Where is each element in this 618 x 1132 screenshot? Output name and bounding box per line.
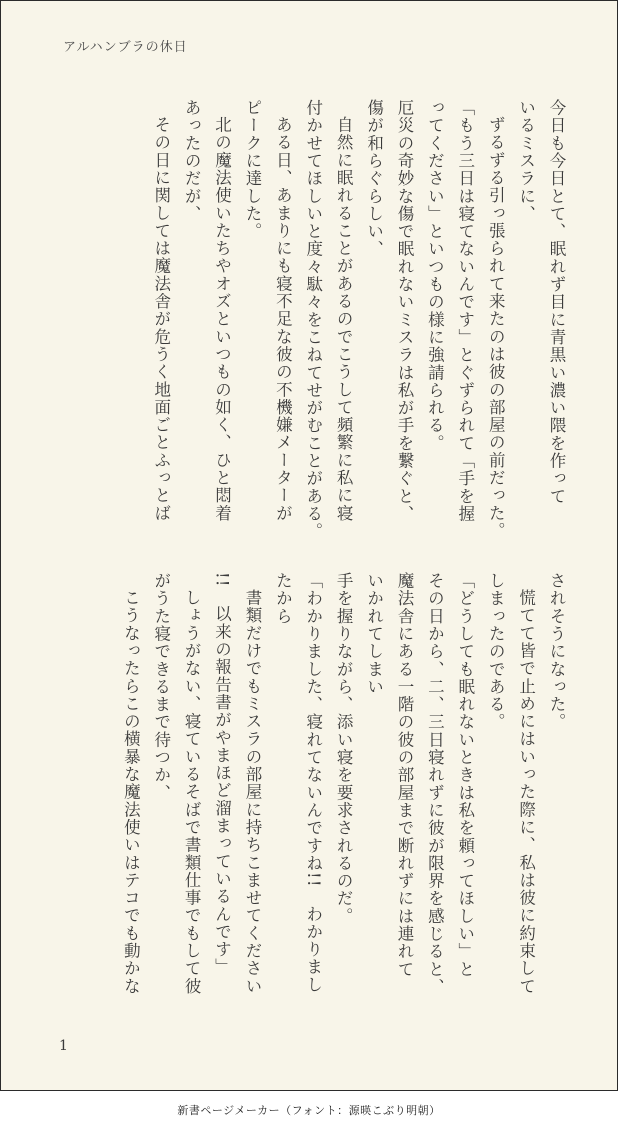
page-number: 1: [59, 1038, 68, 1054]
text-block-lower: [115, 572, 571, 1002]
text-line: !! 以来の報告書がやまほど溜まっているんです」: [212, 572, 232, 976]
page-header-title: アルハンブラの休日: [63, 40, 188, 55]
text-line: 「どうしても眠れないときは私を頼ってほしい」と: [455, 572, 475, 978]
text-line: 「わかりました、寝れてないんですね!! わかりまし: [303, 572, 323, 994]
text-line: 「もう三日は寝てないんです」とぐずられて「手を握: [455, 99, 475, 523]
text-line: いるミスラに、: [516, 99, 536, 223]
text-line: 北の魔法使いたちやオズといつもの如く、ひと悶着: [212, 115, 232, 522]
text-line: されそうになった。: [547, 572, 566, 731]
text-line: 今日も今日とて、眠れず目に青黒い濃い隈を作って: [547, 99, 566, 505]
text-line: 書類だけでもミスラの部屋に持ちこませてください: [242, 588, 262, 995]
text-line: 慌てて皆で止めにはいった際に、私は彼に約束して: [516, 588, 536, 995]
text-line: 魔法舎にある一階の彼の部屋まで断れずには連れて: [394, 572, 414, 978]
text-line: ってください」といつもの様に強請られる。: [425, 99, 445, 452]
text-line: 付かせてほしいと度々駄々をこねてせがむことがある。: [303, 99, 323, 541]
text-line: 手を握りながら、添い寝を要求されるのだ。: [334, 572, 354, 925]
text-line: その日に関しては魔法舎が危うく地面ごとふっとば: [151, 115, 171, 522]
text-line: こうなったらこの横暴な魔法使いはテコでも動かな: [121, 588, 141, 995]
text-line: ピークに達した。: [242, 99, 262, 241]
text-line: しまったのである。: [486, 572, 506, 731]
text-line: ずるずる引っ張られて来たのは彼の部屋の前だった。: [486, 115, 506, 540]
text-line: その日から、二、三日寝れずに彼が限界を感じると、: [425, 572, 445, 996]
text-line: 傷が和らぐらしい、: [364, 99, 384, 258]
text-line: いかれてしまい: [364, 572, 384, 696]
text-line: がうた寝できるまで待つか、: [151, 572, 171, 802]
text-line: しょうがない、寝ているそばで書類仕事でもして彼: [182, 588, 202, 995]
text-line: 自然に眠れることがあるのでこうして頻繁に私に寝: [334, 115, 354, 522]
footer-credit: 新書ページメーカー（フォント：源暎こぶり明朝）: [177, 1104, 441, 1117]
text-block-upper: [145, 99, 571, 541]
text-line: 厄災の奇妙な傷で眠れないミスラは私が手を繋ぐと、: [394, 99, 414, 523]
text-line: ある日、あまりにも寝不足な彼の不機嫌メーターが: [273, 115, 293, 522]
text-line: あったのだが、: [182, 99, 202, 223]
text-line: たから: [273, 572, 293, 625]
